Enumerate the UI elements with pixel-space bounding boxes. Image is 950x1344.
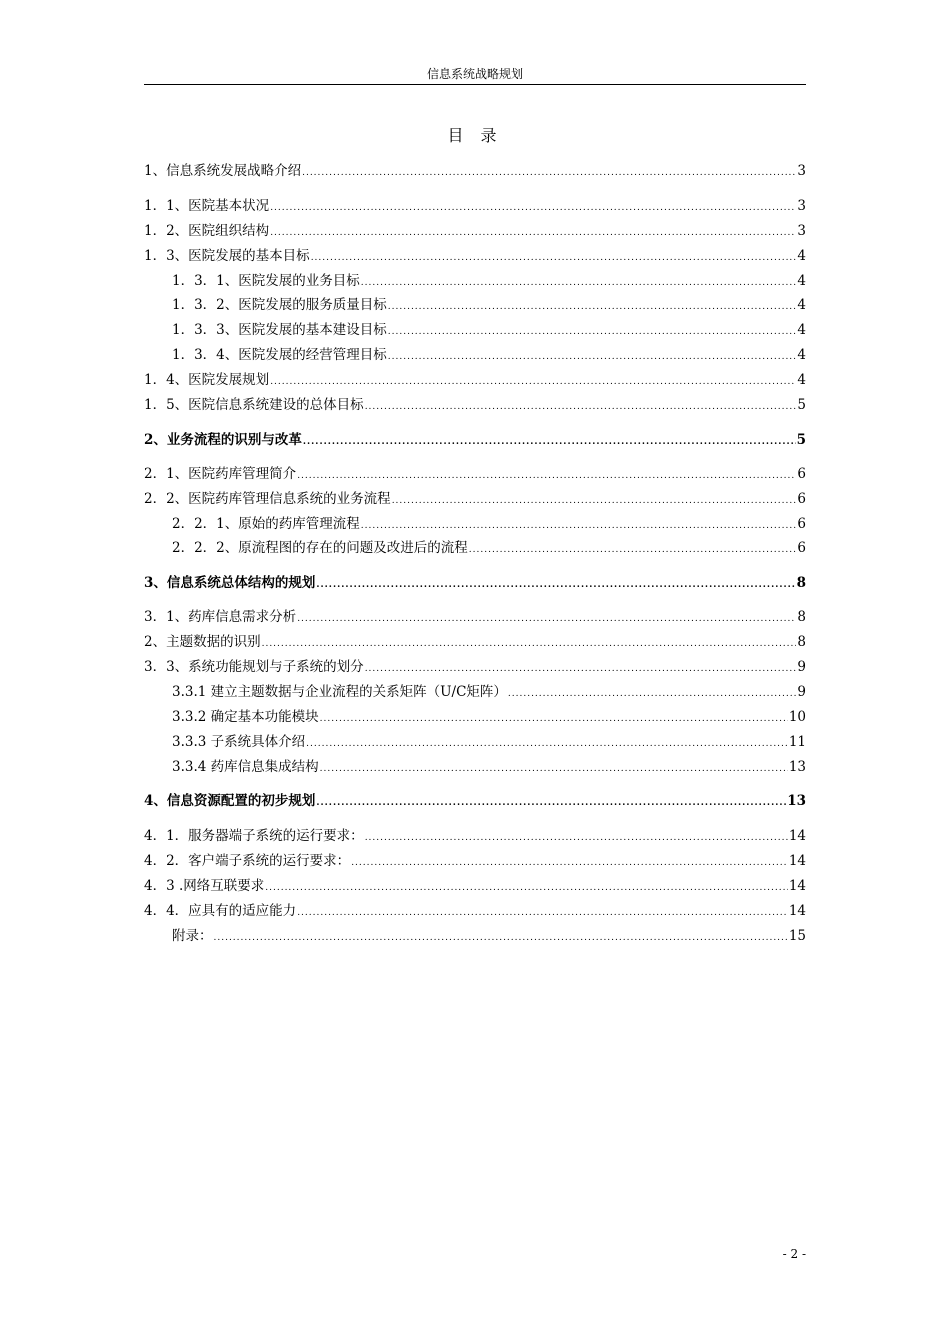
- toc-entry-label: 1．2、医院组织结构: [144, 223, 270, 239]
- toc-entry-page: 14: [788, 903, 806, 919]
- toc-entry-label: 4．4．应具有的适应能力: [144, 903, 297, 919]
- dot-leader: [262, 633, 797, 655]
- toc-entry-label: 3.3.3 子系统具体介绍: [172, 734, 306, 750]
- toc-entry-label: 1、信息系统发展战略介绍: [144, 163, 302, 179]
- toc-entry-page: 9: [797, 684, 806, 700]
- dot-leader: [270, 371, 796, 393]
- toc-entry-page: 15: [788, 928, 806, 944]
- toc-entry-label: 1．5、医院信息系统建设的总体目标: [144, 397, 364, 413]
- toc-entry-label: 1．3．2、医院发展的服务质量目标: [172, 297, 387, 313]
- toc-entry-label: 1．1、医院基本状况: [144, 198, 270, 214]
- toc-entry[interactable]: [144, 825, 806, 847]
- dot-leader: [365, 827, 788, 849]
- toc-entry[interactable]: [144, 925, 806, 947]
- toc-entry-label: 1．3．4、医院发展的经营管理目标: [172, 347, 387, 363]
- toc-entry-page: 4: [797, 347, 806, 363]
- dot-leader: [302, 162, 796, 184]
- toc-entry-page: 4: [797, 273, 806, 289]
- dot-leader: [270, 222, 796, 244]
- dot-leader: [365, 396, 797, 418]
- dot-leader: [311, 247, 797, 269]
- toc-entry-page: 14: [788, 828, 806, 844]
- toc-entry[interactable]: [144, 631, 806, 653]
- toc-entry[interactable]: [144, 344, 806, 366]
- dot-leader: [365, 658, 797, 680]
- toc-entry[interactable]: [144, 488, 806, 510]
- toc-entry-page: 3: [797, 223, 806, 239]
- toc-entry-label: 4．2．客户端子系统的运行要求：: [144, 853, 351, 869]
- dot-leader: [214, 927, 788, 949]
- dot-leader: [388, 321, 797, 343]
- toc-entry-label: 4．1．服务器端子系统的运行要求：: [144, 828, 364, 844]
- toc-entry[interactable]: [144, 220, 806, 242]
- toc-entry-page: 6: [797, 466, 806, 482]
- toc-entry-page: 3: [797, 198, 806, 214]
- toc-entry-label: 附录：: [172, 928, 213, 944]
- toc-entry-page: 4: [797, 297, 806, 313]
- toc-entry[interactable]: [144, 319, 806, 341]
- toc-entry-label: 2、业务流程的识别与改革: [144, 432, 302, 448]
- toc-entry[interactable]: [144, 394, 806, 416]
- dot-leader: [303, 431, 796, 453]
- toc-entry-label: 2．1、医院药库管理简介: [144, 466, 297, 482]
- toc-entry[interactable]: [144, 537, 806, 559]
- toc-entry[interactable]: [144, 731, 806, 753]
- page-number: - 2 -: [782, 1247, 806, 1261]
- toc-entry-page: 14: [788, 878, 806, 894]
- dot-leader: [297, 902, 788, 924]
- toc-title: 目 录: [447, 126, 503, 145]
- toc-entry[interactable]: [144, 572, 806, 594]
- toc-entry-page: 6: [797, 540, 806, 556]
- dot-leader: [320, 758, 788, 780]
- toc-entry-page: 8: [796, 575, 806, 591]
- toc-entry[interactable]: [144, 245, 806, 267]
- toc-entry-page: 13: [787, 793, 806, 809]
- toc-entry-label: 1．3．3、医院发展的基本建设目标: [172, 322, 387, 338]
- toc-entry-page: 9: [797, 659, 806, 675]
- toc-entry-label: 2．2．1、原始的药库管理流程: [172, 516, 360, 532]
- toc-entry-page: 10: [788, 709, 806, 725]
- dot-leader: [508, 683, 797, 705]
- toc-entry-page: 4: [797, 322, 806, 338]
- toc-entry-label: 1．3、医院发展的基本目标: [144, 248, 310, 264]
- toc-entry-page: 6: [797, 491, 806, 507]
- toc-entry[interactable]: [144, 756, 806, 778]
- toc-entry[interactable]: [144, 369, 806, 391]
- toc-entry[interactable]: [144, 656, 806, 678]
- toc-entry[interactable]: [144, 790, 806, 812]
- dot-leader: [316, 574, 795, 596]
- header-title: 信息系统战略规划: [426, 67, 523, 81]
- toc-entry[interactable]: [144, 706, 806, 728]
- toc-entry-label: 3.3.2 确定基本功能模块: [172, 709, 319, 725]
- dot-leader: [297, 608, 796, 630]
- toc-entry-page: 11: [788, 734, 806, 750]
- page-header: [144, 66, 806, 85]
- dot-leader: [270, 197, 796, 219]
- toc-entry[interactable]: [144, 513, 806, 535]
- toc-entry-label: 3、信息系统总体结构的规划: [144, 575, 316, 591]
- dot-leader: [361, 272, 797, 294]
- toc-entry[interactable]: [144, 463, 806, 485]
- toc-entry-label: 3．3、系统功能规划与子系统的划分: [144, 659, 364, 675]
- toc-entry-page: 13: [788, 759, 806, 775]
- toc-entry-label: 4．3 .网络互联要求: [144, 878, 265, 894]
- toc-entry[interactable]: [144, 681, 806, 703]
- toc-entry-label: 1．4、医院发展规划: [144, 372, 270, 388]
- toc-entry[interactable]: [144, 900, 806, 922]
- toc-entry-label: 4、信息资源配置的初步规划: [144, 793, 316, 809]
- toc-entry-label: 2、主题数据的识别: [144, 634, 261, 650]
- toc-entry-label: 2．2、医院药库管理信息系统的业务流程: [144, 491, 391, 507]
- toc-entry[interactable]: [144, 606, 806, 628]
- toc-entry[interactable]: [144, 850, 806, 872]
- dot-leader: [297, 465, 796, 487]
- toc-entry-page: 8: [797, 634, 806, 650]
- toc-entry-label: 2．2．2、原流程图的存在的问题及改进后的流程: [172, 540, 468, 556]
- toc-entry-page: 8: [797, 609, 806, 625]
- toc-entry-page: 14: [788, 853, 806, 869]
- dot-leader: [392, 490, 797, 512]
- toc-entry-page: 4: [797, 372, 806, 388]
- dot-leader: [316, 792, 786, 814]
- toc-entry[interactable]: [144, 429, 806, 451]
- toc-entry[interactable]: [144, 195, 806, 217]
- toc-entry-label: 3．1、药库信息需求分析: [144, 609, 297, 625]
- toc-entry-label: 3.3.4 药库信息集成结构: [172, 759, 319, 775]
- toc-entry[interactable]: [144, 875, 806, 897]
- dot-leader: [469, 539, 797, 561]
- dot-leader: [306, 733, 788, 755]
- toc-entry-page: 5: [796, 432, 806, 448]
- toc-entry[interactable]: [144, 160, 806, 182]
- dot-leader: [388, 296, 797, 318]
- toc-entry-page: 4: [797, 248, 806, 264]
- toc-entry-page: 5: [797, 397, 806, 413]
- toc-entry-label: 3.3.1 建立主题数据与企业流程的关系矩阵（U/C矩阵）: [172, 684, 507, 700]
- dot-leader: [320, 708, 788, 730]
- toc-entry[interactable]: [144, 270, 806, 292]
- dot-leader: [361, 515, 797, 537]
- dot-leader: [351, 852, 788, 874]
- toc-entry-page: 6: [797, 516, 806, 532]
- dot-leader: [388, 346, 797, 368]
- dot-leader: [265, 877, 788, 899]
- toc-entry[interactable]: [144, 294, 806, 316]
- toc-entry-label: 1．3．1、医院发展的业务目标: [172, 273, 360, 289]
- toc-entry-page: 3: [797, 163, 806, 179]
